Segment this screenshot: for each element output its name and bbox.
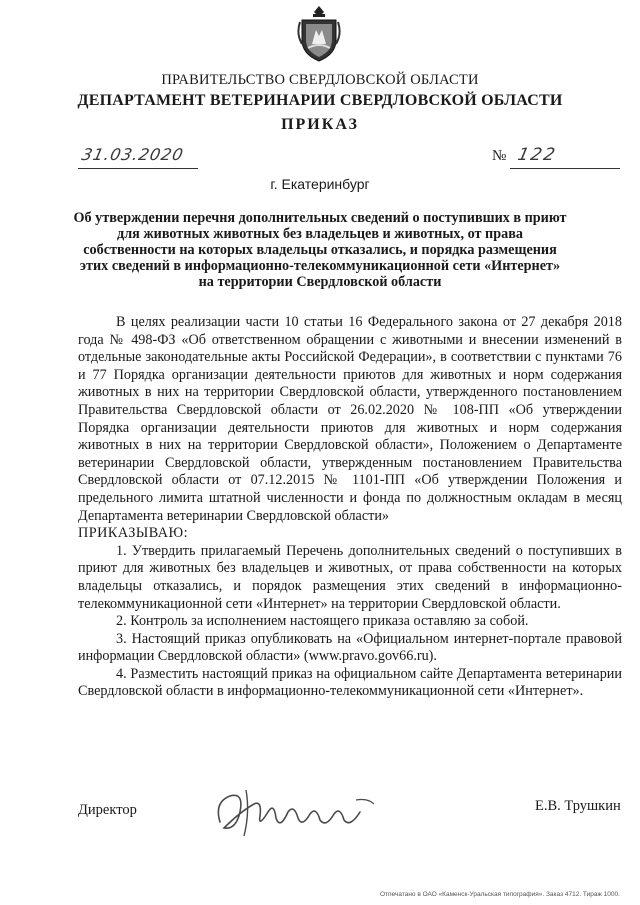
order-item-4: 4. Разместить настоящий приказ на официальном сайте Департамента ветеринарии Свердловской области в информационно-телекоммуникационной сети «Интернет». (78, 665, 622, 700)
number-label: № (492, 148, 507, 164)
department-name: ДЕПАРТАМЕНТ ВЕТЕРИНАРИИ СВЕРДЛОВСКОЙ ОБЛАСТИ (77, 92, 563, 109)
order-word: ПРИКАЗЫВАЮ: (78, 525, 189, 542)
preamble-paragraph: В целях реализации части 10 статьи 16 Федерального закона от 27 декабря 2018 года № 498-ФЗ «Об ответственном обращении с животными и внесении изменений в отдельные законодательные акты Российской Федерации», в соответствии с пунктами 76 и 77 Порядка организации деятельности приютов для животных и норм содержания животных в них на территории Свердловской области, утвержденного постановлением Правительства Свердловской области от 26.02.2020 № 108-ПП «Об утверждении Порядка организации деятельности приютов для животных и норм содержания животных в них на территории Свердловской области», Положением о Департаменте ветеринарии Свердловской области, утвержденным постановлением Правительства Свердловской области от 07.12.2015 № 1101-ПП «Об утверждении Положения и предельного лимита штатной численности и фонда по должностным окладам в месяц Департамента ветеринарии Свердловской области» (78, 314, 622, 524)
city: г. Екатеринбург (270, 176, 370, 192)
coat-of-arms-icon (296, 4, 342, 64)
signatory-name: Е.В. Трушкин (535, 798, 621, 814)
title-line: на территории Свердловской области (198, 274, 442, 290)
order-item-2: 2. Контроль за исполнением настоящего приказа оставляю за собой. (116, 613, 529, 630)
government-name: ПРАВИТЕЛЬСТВО СВЕРДЛОВСКОЙ ОБЛАСТИ (161, 72, 479, 88)
printer-note: Отпечатано в ОАО «Каменск-Уральская типография». Заказ 4712. Тираж 1000. (380, 891, 620, 898)
signatory-position: Директор (78, 802, 137, 818)
order-number: 122 (515, 145, 559, 165)
order-date: 31.03.2020 (79, 145, 186, 164)
document-type: ПРИКАЗ (281, 116, 359, 133)
title-line: этих сведений в информационно-телекоммуникационной сети «Интернет» (79, 258, 561, 274)
number-field (510, 146, 620, 169)
handwritten-signature (210, 782, 380, 842)
date-field (78, 146, 198, 169)
document-title (70, 210, 570, 290)
title-line: для животных животных без владельцев и животных, от права (117, 226, 523, 242)
title-line: Об утверждении перечня дополнительных сведений о поступивших в приют (73, 210, 567, 226)
order-item-1: 1. Утвердить прилагаемый Перечень дополнительных сведений о поступивших в приют для животных без владельцев и животных, от права собственности на которых владельцы отказались, и порядок размещения этих сведений в информационно-телекоммуникационной сети «Интернет» на территории Свердловской области. (78, 542, 622, 612)
order-item-3: 3. Настоящий приказ опубликовать на «Официальном интернет-портале правовой информации Свердловской области» (www.pravo.gov66.ru). (78, 630, 622, 665)
title-line: собственности на которых владельцы отказались, и порядка размещения (83, 242, 557, 258)
document-body (78, 314, 622, 701)
